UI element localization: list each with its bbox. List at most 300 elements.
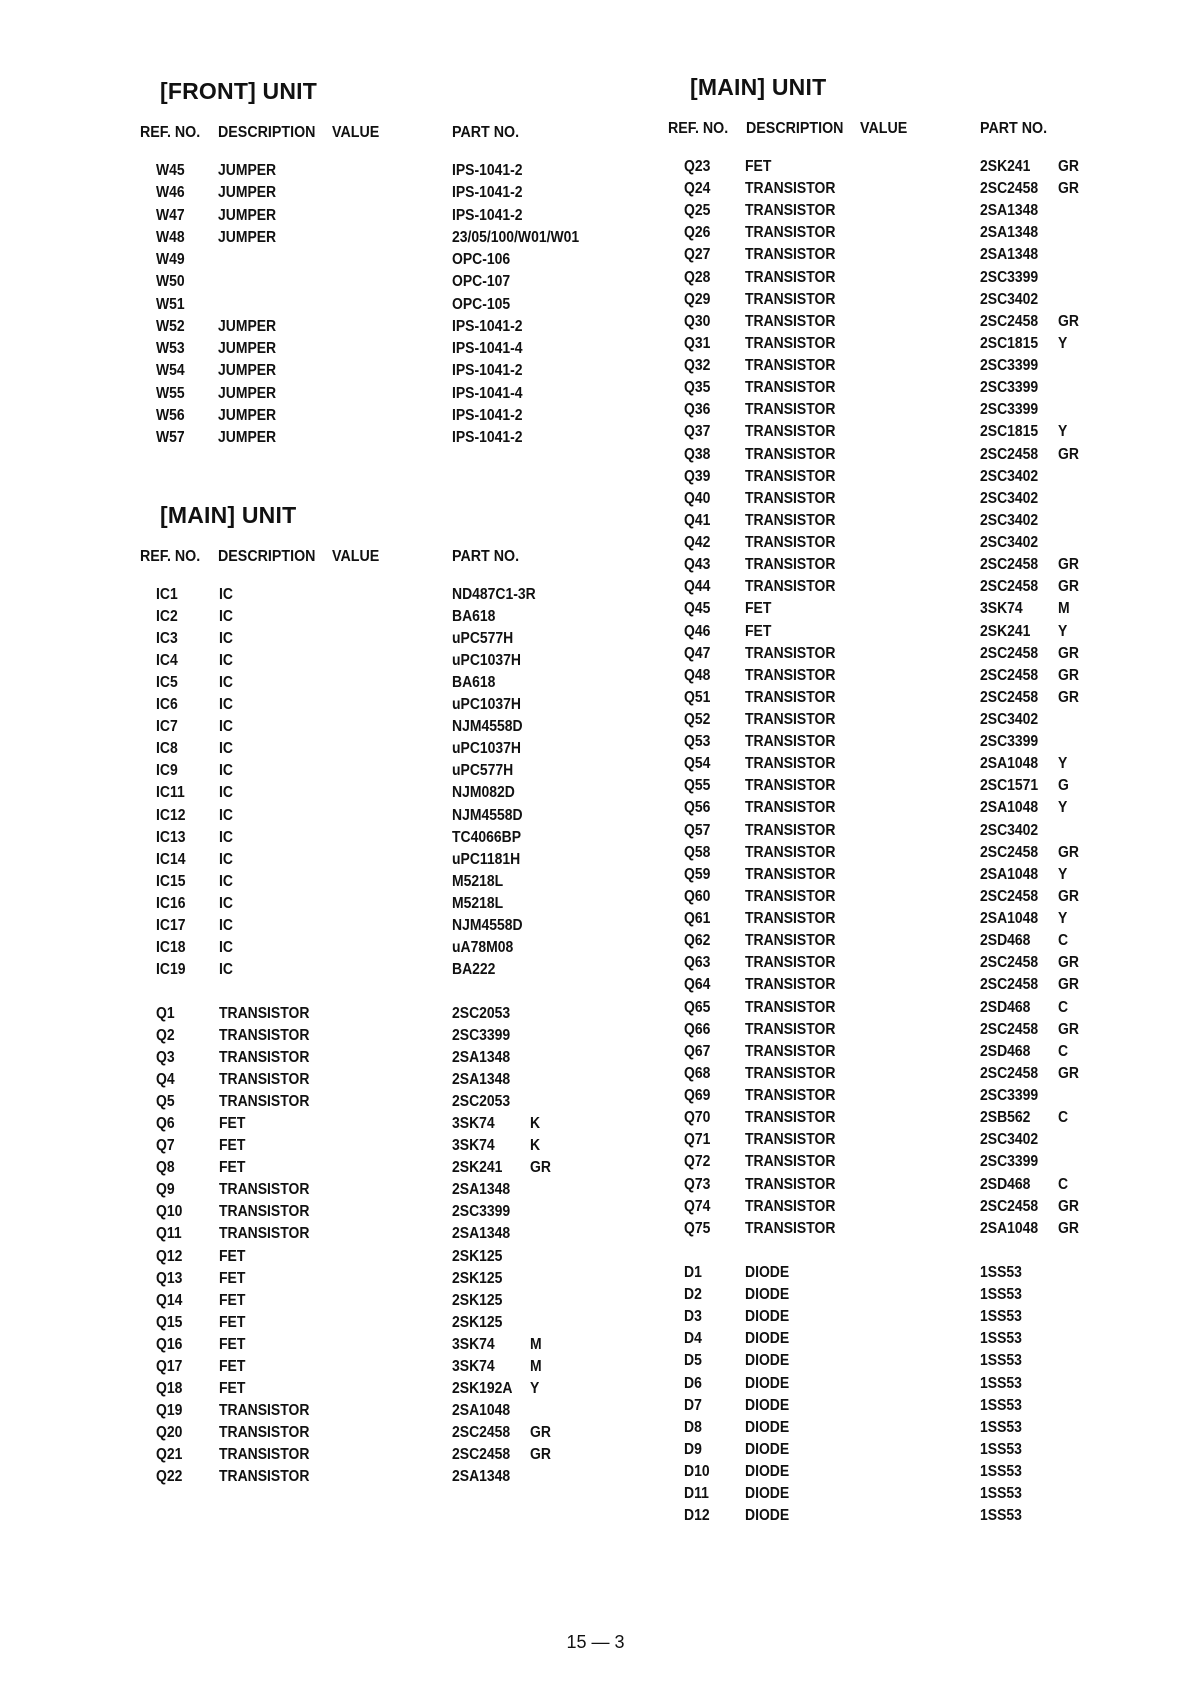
part-no: 1SS53 xyxy=(980,1418,1022,1436)
description: TRANSISTOR xyxy=(745,1109,836,1127)
description: FET xyxy=(219,1379,246,1397)
grade: Y xyxy=(1058,622,1068,640)
part-no: M5218L xyxy=(452,894,504,912)
grade: M xyxy=(1058,600,1070,618)
ref-no: IC19 xyxy=(156,960,186,978)
grade: GR xyxy=(1058,666,1079,684)
ref-no: W52 xyxy=(156,317,185,335)
part-no: IPS-1041-2 xyxy=(452,362,523,380)
part-no: 2SC3402 xyxy=(980,489,1039,507)
ref-no: IC14 xyxy=(156,850,186,868)
description: FET xyxy=(745,158,772,175)
grade: GR xyxy=(1058,1064,1079,1082)
ref-no: IC7 xyxy=(156,718,178,736)
grade: GR xyxy=(530,1423,551,1441)
ref-no: D8 xyxy=(684,1418,702,1436)
ref-no: Q15 xyxy=(156,1313,183,1331)
ref-no: Q66 xyxy=(684,1020,711,1038)
description: DIODE xyxy=(745,1308,790,1326)
ref-no: Q63 xyxy=(684,954,711,972)
description: FET xyxy=(219,1269,246,1287)
description: TRANSISTOR xyxy=(745,246,836,264)
description: TRANSISTOR xyxy=(745,755,836,773)
ref-no: Q29 xyxy=(684,290,711,308)
ref-no: Q3 xyxy=(156,1049,175,1067)
ref-no: IC2 xyxy=(156,608,178,626)
part-no: 2SC3399 xyxy=(980,1087,1039,1105)
part-no: uPC577H xyxy=(452,630,514,648)
grade: GR xyxy=(1058,1020,1079,1038)
page-number: 15 — 3 xyxy=(566,1632,625,1652)
ref-no: Q26 xyxy=(684,224,711,242)
description: FET xyxy=(219,1357,246,1375)
part-no: 2SA1048 xyxy=(980,799,1039,817)
description: IC xyxy=(219,784,233,802)
ref-no: Q39 xyxy=(684,467,711,485)
ref-no: Q43 xyxy=(684,556,711,574)
part-no: 2SC2458 xyxy=(980,666,1039,684)
part-no: 2SC2458 xyxy=(980,180,1039,198)
description: TRANSISTOR xyxy=(219,1049,310,1067)
ref-no: IC18 xyxy=(156,938,186,956)
description: DIODE xyxy=(745,1418,790,1436)
description: TRANSISTOR xyxy=(745,1087,836,1105)
ref-no: Q72 xyxy=(684,1153,711,1171)
ref-no: D11 xyxy=(684,1485,709,1503)
part-no: 3SK74 xyxy=(980,600,1023,618)
part-no: uPC577H xyxy=(452,762,514,780)
description: TRANSISTOR xyxy=(219,1401,310,1419)
ref-no: Q40 xyxy=(684,489,711,507)
main-right-header-desc: DESCRIPTION xyxy=(746,120,844,137)
part-no: 2SC2458 xyxy=(980,1020,1039,1038)
ref-no: Q62 xyxy=(684,932,711,950)
part-no: 2SA1348 xyxy=(452,1225,511,1243)
ref-no: Q61 xyxy=(684,910,711,928)
part-no: 2SC2458 xyxy=(980,688,1039,706)
part-no: 2SA1048 xyxy=(980,910,1039,928)
description: TRANSISTOR xyxy=(745,666,836,684)
description: IC xyxy=(219,916,233,934)
part-no: 2SC2458 xyxy=(980,644,1039,662)
description: IC xyxy=(219,608,233,626)
grade: GR xyxy=(1058,312,1079,330)
ref-no: Q31 xyxy=(684,334,711,352)
part-no: 2SA1348 xyxy=(452,1049,511,1067)
description: JUMPER xyxy=(218,184,277,202)
ref-no: Q60 xyxy=(684,887,711,905)
grade: GR xyxy=(1058,843,1079,861)
ref-no: Q53 xyxy=(684,733,711,751)
description: TRANSISTOR xyxy=(745,180,836,198)
description: TRANSISTOR xyxy=(745,711,836,728)
description: IC xyxy=(219,762,233,780)
description: IC xyxy=(219,894,233,912)
main-unit-left-title: [MAIN] UNIT xyxy=(160,502,297,528)
grade: GR xyxy=(1058,556,1079,574)
part-no: IPS-1041-2 xyxy=(452,184,523,202)
ref-no: IC1 xyxy=(156,586,178,603)
description: TRANSISTOR xyxy=(219,1181,310,1199)
part-no: 1SS53 xyxy=(980,1352,1022,1370)
description: TRANSISTOR xyxy=(745,1175,836,1193)
description: DIODE xyxy=(745,1374,790,1392)
part-no: 2SC3402 xyxy=(980,1131,1039,1149)
ref-no: IC8 xyxy=(156,740,178,758)
part-no: 3SK74 xyxy=(452,1115,495,1133)
ref-no: D1 xyxy=(684,1264,702,1281)
description: JUMPER xyxy=(218,317,277,335)
ref-no: Q74 xyxy=(684,1197,711,1215)
description: TRANSISTOR xyxy=(745,799,836,817)
grade: C xyxy=(1058,998,1069,1016)
grade: GR xyxy=(1058,644,1079,662)
part-no: 1SS53 xyxy=(980,1286,1022,1304)
ref-no: W53 xyxy=(156,340,185,357)
part-no: 2SC2458 xyxy=(980,954,1039,972)
part-no: 2SC2458 xyxy=(980,445,1039,463)
ref-no: D9 xyxy=(684,1440,702,1458)
part-no: OPC-106 xyxy=(452,251,511,268)
description: TRANSISTOR xyxy=(745,887,836,905)
ref-no: W50 xyxy=(156,273,185,291)
part-no: IPS-1041-2 xyxy=(452,406,523,424)
ref-no: Q71 xyxy=(684,1131,711,1149)
part-no: uPC1037H xyxy=(452,652,522,670)
description: TRANSISTOR xyxy=(745,1042,836,1060)
ref-no: Q14 xyxy=(156,1291,183,1309)
part-no: 2SA1348 xyxy=(452,1468,511,1485)
ref-no: Q42 xyxy=(684,534,711,552)
description: TRANSISTOR xyxy=(745,910,836,928)
ref-no: IC5 xyxy=(156,674,178,692)
ref-no: Q47 xyxy=(684,644,711,662)
part-no: 1SS53 xyxy=(980,1463,1022,1481)
ref-no: Q75 xyxy=(684,1219,711,1237)
main-right-header-ref: REF. NO. xyxy=(668,120,729,137)
grade: K xyxy=(530,1115,541,1133)
main-unit-right-title: [MAIN] UNIT xyxy=(690,74,827,100)
part-no: 2SK241 xyxy=(980,622,1031,640)
grade: C xyxy=(1058,1042,1069,1060)
part-no: 3SK74 xyxy=(452,1335,495,1353)
ref-no: Q36 xyxy=(684,401,711,419)
ref-no: IC13 xyxy=(156,828,186,846)
part-no: 2SA1348 xyxy=(452,1181,511,1199)
part-no: 2SC2458 xyxy=(452,1445,511,1463)
grade: Y xyxy=(1058,755,1068,773)
ref-no: Q52 xyxy=(684,711,711,728)
description: TRANSISTOR xyxy=(745,733,836,751)
grade: GR xyxy=(1058,688,1079,706)
ref-no: Q25 xyxy=(684,202,711,220)
part-no: uA78M08 xyxy=(452,938,514,956)
part-no: 2SK125 xyxy=(452,1313,503,1331)
ref-no: Q18 xyxy=(156,1379,183,1397)
description: TRANSISTOR xyxy=(745,1153,836,1171)
ref-no: Q10 xyxy=(156,1203,183,1221)
grade: Y xyxy=(530,1379,540,1397)
ref-no: Q28 xyxy=(684,268,711,286)
description: TRANSISTOR xyxy=(745,976,836,994)
ref-no: IC12 xyxy=(156,806,186,824)
description: IC xyxy=(219,630,233,648)
part-no: BA618 xyxy=(452,608,496,626)
ref-no: W55 xyxy=(156,384,185,402)
part-no: 2SC2458 xyxy=(980,976,1039,994)
description: IC xyxy=(219,586,233,603)
ref-no: Q8 xyxy=(156,1159,175,1177)
ref-no: IC16 xyxy=(156,894,186,912)
grade: Y xyxy=(1058,799,1068,817)
ref-no: Q58 xyxy=(684,843,711,861)
grade: GR xyxy=(530,1445,551,1463)
part-no: 2SD468 xyxy=(980,1042,1031,1060)
ref-no: Q68 xyxy=(684,1064,711,1082)
ref-no: IC15 xyxy=(156,872,186,890)
part-no: 2SC3399 xyxy=(452,1027,511,1044)
ref-no: Q23 xyxy=(684,158,711,175)
description: TRANSISTOR xyxy=(745,357,836,375)
description: TRANSISTOR xyxy=(745,556,836,574)
grade: GR xyxy=(530,1159,551,1177)
part-no: uPC1037H xyxy=(452,696,522,714)
part-no: 2SK241 xyxy=(980,158,1031,175)
description: TRANSISTOR xyxy=(745,401,836,419)
grade: Y xyxy=(1058,865,1068,883)
description: IC xyxy=(219,806,233,824)
description: TRANSISTOR xyxy=(745,379,836,397)
description: TRANSISTOR xyxy=(219,1071,310,1089)
grade: M xyxy=(530,1357,542,1375)
ref-no: Q5 xyxy=(156,1093,175,1111)
grade: K xyxy=(530,1137,541,1155)
description: FET xyxy=(219,1137,246,1155)
ref-no: Q54 xyxy=(684,755,711,773)
front-header-desc: DESCRIPTION xyxy=(218,124,316,141)
description: TRANSISTOR xyxy=(219,1004,310,1022)
part-no: IPS-1041-4 xyxy=(452,384,523,402)
description: TRANSISTOR xyxy=(745,1197,836,1215)
description: TRANSISTOR xyxy=(745,932,836,950)
part-no: 2SC2458 xyxy=(452,1423,511,1441)
description: FET xyxy=(745,600,772,618)
description: JUMPER xyxy=(218,362,277,380)
description: TRANSISTOR xyxy=(745,268,836,286)
grade: GR xyxy=(1058,1219,1079,1237)
description: TRANSISTOR xyxy=(745,821,836,839)
part-no: NJM082D xyxy=(452,784,515,802)
description: IC xyxy=(219,674,233,692)
part-no: BA222 xyxy=(452,960,496,978)
part-no: 2SB562 xyxy=(980,1109,1031,1127)
description: JUMPER xyxy=(218,340,277,357)
ref-no: Q70 xyxy=(684,1109,711,1127)
description: DIODE xyxy=(745,1507,790,1525)
ref-no: IC9 xyxy=(156,762,178,780)
part-no: ND487C1-3R xyxy=(452,586,536,603)
ref-no: Q22 xyxy=(156,1468,183,1485)
ref-no: Q13 xyxy=(156,1269,183,1287)
part-no: IPS-1041-4 xyxy=(452,340,523,357)
part-no: 2SC3399 xyxy=(980,357,1039,375)
ref-no: Q38 xyxy=(684,445,711,463)
part-no: 2SK125 xyxy=(452,1269,503,1287)
ref-no: Q37 xyxy=(684,423,711,441)
part-no: 2SK241 xyxy=(452,1159,503,1177)
part-no: 2SC3399 xyxy=(980,733,1039,751)
description: FET xyxy=(745,622,772,640)
description: JUMPER xyxy=(218,406,277,424)
ref-no: Q4 xyxy=(156,1071,175,1089)
description: TRANSISTOR xyxy=(745,489,836,507)
description: IC xyxy=(219,696,233,714)
part-no: 1SS53 xyxy=(980,1507,1022,1525)
ref-no: Q27 xyxy=(684,246,711,264)
description: TRANSISTOR xyxy=(219,1225,310,1243)
part-no: uPC1181H xyxy=(452,850,521,868)
part-no: 2SD468 xyxy=(980,998,1031,1016)
part-no: 2SC1571 xyxy=(980,777,1039,795)
ref-no: Q1 xyxy=(156,1004,175,1022)
description: FET xyxy=(219,1313,246,1331)
part-no: BA618 xyxy=(452,674,496,692)
ref-no: W51 xyxy=(156,295,185,313)
grade: GR xyxy=(1058,578,1079,596)
description: TRANSISTOR xyxy=(745,534,836,552)
part-no: 2SA1348 xyxy=(980,246,1039,264)
description: DIODE xyxy=(745,1352,790,1370)
grade: G xyxy=(1058,777,1069,795)
main-left-header-ref: REF. NO. xyxy=(140,548,201,565)
ref-no: Q48 xyxy=(684,666,711,684)
part-no: IPS-1041-2 xyxy=(452,206,523,224)
part-no: 2SK125 xyxy=(452,1247,503,1265)
part-no: NJM4558D xyxy=(452,916,523,934)
part-no: 2SC3399 xyxy=(980,268,1039,286)
part-no: 2SC3402 xyxy=(980,534,1039,552)
part-no: 3SK74 xyxy=(452,1137,495,1155)
description: IC xyxy=(219,850,233,868)
description: TRANSISTOR xyxy=(745,644,836,662)
ref-no: D5 xyxy=(684,1352,702,1370)
grade: Y xyxy=(1058,423,1068,441)
part-no: 2SA1048 xyxy=(980,1219,1039,1237)
grade: Y xyxy=(1058,910,1068,928)
description: JUMPER xyxy=(218,206,277,224)
description: TRANSISTOR xyxy=(745,843,836,861)
ref-no: W49 xyxy=(156,251,185,268)
part-no: IPS-1041-2 xyxy=(452,317,523,335)
description: JUMPER xyxy=(218,162,277,179)
part-no: 2SC3402 xyxy=(980,467,1039,485)
grade: GR xyxy=(1058,180,1079,198)
description: JUMPER xyxy=(218,384,277,402)
part-no: 2SC2458 xyxy=(980,312,1039,330)
description: IC xyxy=(219,652,233,670)
ref-no: Q7 xyxy=(156,1137,175,1155)
description: FET xyxy=(219,1115,246,1133)
ref-no: Q16 xyxy=(156,1335,183,1353)
description: IC xyxy=(219,718,233,736)
main-left-header-part: PART NO. xyxy=(452,548,520,565)
description: TRANSISTOR xyxy=(745,334,836,352)
ref-no: Q73 xyxy=(684,1175,711,1193)
part-no: 2SC3402 xyxy=(980,821,1039,839)
part-no: 2SC3402 xyxy=(980,290,1039,308)
part-no: 2SD468 xyxy=(980,1175,1031,1193)
description: TRANSISTOR xyxy=(219,1093,310,1111)
ref-no: D10 xyxy=(684,1463,710,1481)
ref-no: Q46 xyxy=(684,622,711,640)
ref-no: Q59 xyxy=(684,865,711,883)
ref-no: Q64 xyxy=(684,976,711,994)
description: DIODE xyxy=(745,1330,790,1348)
part-no: 2SA1348 xyxy=(980,224,1039,242)
description: IC xyxy=(219,872,233,890)
part-no: NJM4558D xyxy=(452,806,523,824)
ref-no: Q20 xyxy=(156,1423,183,1441)
part-no: M5218L xyxy=(452,872,504,890)
description: TRANSISTOR xyxy=(745,1064,836,1082)
part-no: 1SS53 xyxy=(980,1308,1022,1326)
description: TRANSISTOR xyxy=(219,1027,310,1044)
part-no: 2SC2458 xyxy=(980,1064,1039,1082)
ref-no: W45 xyxy=(156,162,185,179)
part-no: 2SC3399 xyxy=(980,379,1039,397)
ref-no: D2 xyxy=(684,1286,702,1304)
part-no: 2SC3402 xyxy=(980,511,1039,529)
description: TRANSISTOR xyxy=(745,467,836,485)
part-no: 2SC3399 xyxy=(452,1203,511,1221)
part-no: IPS-1041-2 xyxy=(452,162,523,179)
ref-no: W47 xyxy=(156,206,185,224)
description: IC xyxy=(219,938,233,956)
ref-no: W46 xyxy=(156,184,185,202)
description: TRANSISTOR xyxy=(745,290,836,308)
description: IC xyxy=(219,960,233,978)
grade: GR xyxy=(1058,954,1079,972)
ref-no: Q44 xyxy=(684,578,711,596)
part-no: 2SD468 xyxy=(980,932,1031,950)
part-no: 2SC2053 xyxy=(452,1093,511,1111)
description: FET xyxy=(219,1291,246,1309)
part-no: 1SS53 xyxy=(980,1330,1022,1348)
description: TRANSISTOR xyxy=(219,1423,310,1441)
part-no: IPS-1041-2 xyxy=(452,429,523,446)
main-right-header-part: PART NO. xyxy=(980,120,1048,137)
part-no: 1SS53 xyxy=(980,1374,1022,1392)
ref-no: D12 xyxy=(684,1507,710,1525)
description: DIODE xyxy=(745,1463,790,1481)
part-no: 2SC2458 xyxy=(980,578,1039,596)
main-right-header-value: VALUE xyxy=(860,120,908,137)
front-header-value: VALUE xyxy=(332,124,380,141)
description: TRANSISTOR xyxy=(745,1020,836,1038)
description: DIODE xyxy=(745,1485,790,1503)
part-no: 2SC3399 xyxy=(980,1153,1039,1171)
ref-no: Q45 xyxy=(684,600,711,618)
ref-no: Q24 xyxy=(684,180,711,198)
description: TRANSISTOR xyxy=(745,1219,836,1237)
part-no: 2SC1815 xyxy=(980,423,1039,441)
ref-no: Q19 xyxy=(156,1401,183,1419)
ref-no: W54 xyxy=(156,362,185,380)
part-no: 1SS53 xyxy=(980,1440,1022,1458)
ref-no: Q17 xyxy=(156,1357,183,1375)
front-header-ref: REF. NO. xyxy=(140,124,201,141)
grade: GR xyxy=(1058,976,1079,994)
